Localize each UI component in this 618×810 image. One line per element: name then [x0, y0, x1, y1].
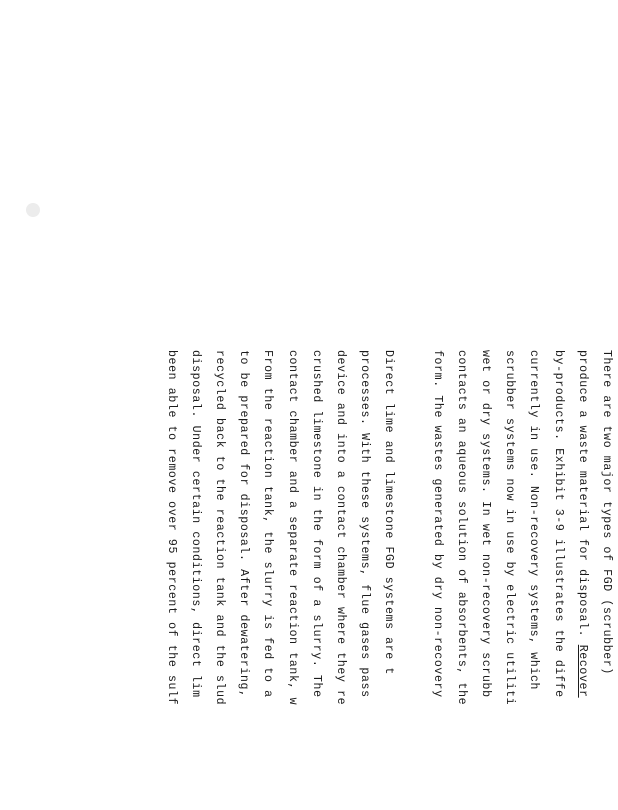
text-line-part: produce a waste material for disposal. [576, 350, 589, 637]
text-line: form. The wastes generated by dry non-recovery [425, 350, 449, 810]
text-line: wet or dry systems. In wet non-recovery scrubb [473, 350, 497, 810]
text-line: currently in use. Non-recovery systems, which [521, 350, 545, 810]
text-line: From the reaction tank, the slurry is fed to a [255, 350, 279, 810]
paragraph-gap [400, 350, 424, 810]
text-line: by-products. Exhibit 3-9 illustrates the diffe [545, 350, 569, 810]
text-line: There are two major types of FGD (scrubber) [594, 350, 618, 810]
text-line: been able to remove over 95 percent of the sulf [158, 350, 182, 810]
text-rotor [158, 350, 618, 810]
text-line: crushed limestone in the form of a slurry. The [304, 350, 328, 810]
text-line: contacts an aqueous solution of absorbents, the [449, 350, 473, 810]
text-line: scrubber systems now in use by electric utiliti [497, 350, 521, 810]
text-line: recycled back to the reaction tank and the slud [207, 350, 231, 810]
text-line: disposal. Under certain conditions, direct lim [183, 350, 207, 810]
text-line [570, 350, 594, 810]
scan-speck [26, 203, 40, 217]
text-line: contact chamber and a separate reaction tank, w [279, 350, 303, 810]
text-line: processes. With these systems, flue gases pass [352, 350, 376, 810]
text-line: device and into a contact chamber where they re [328, 350, 352, 810]
text-line: to be prepared for disposal. After dewatering, [231, 350, 255, 810]
underlined-word: Recover [576, 645, 589, 698]
paragraph-fgd-types [425, 350, 618, 810]
text-line: Direct lime and limestone FGD systems are t [376, 350, 400, 810]
rotated-text-block [158, 350, 618, 810]
paragraph-lime-limestone [158, 350, 400, 810]
